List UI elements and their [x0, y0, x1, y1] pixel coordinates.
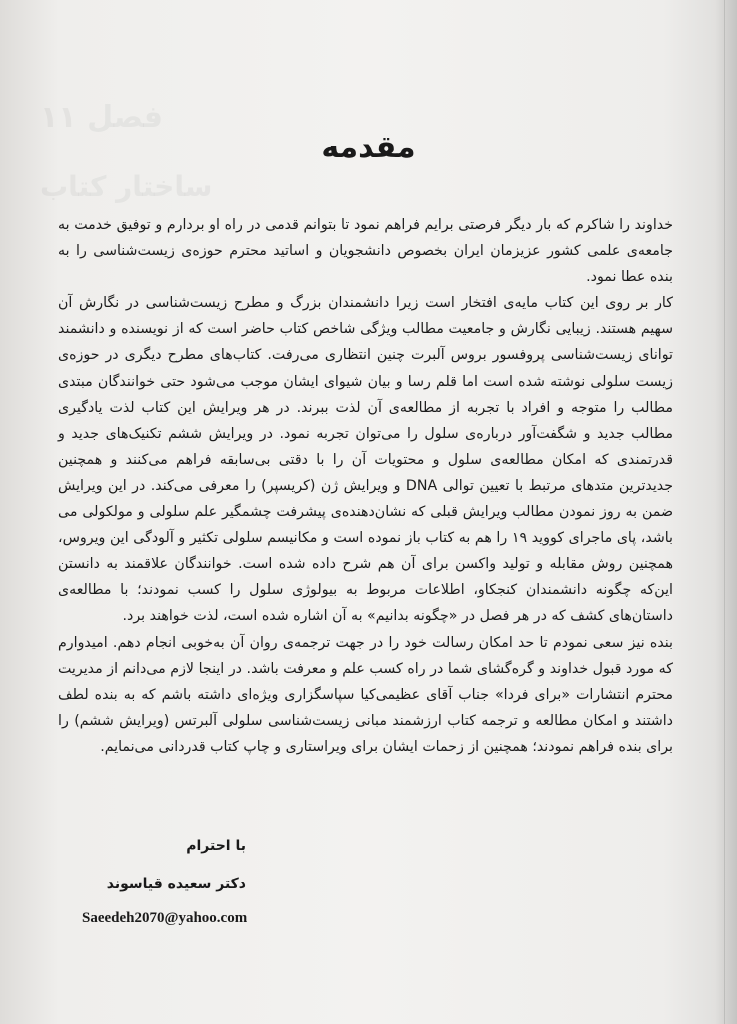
bleed-through-chapter-text: فصل ۱۱ [40, 100, 164, 135]
author-email: Saeedeh2070@yahoo.com [82, 910, 248, 926]
paragraph-1: خداوند را شاکرم که بار دیگر فرصتی برایم فراهم نمود تا بتوانم قدمی در راه او بردارم و توفیق خدمت به جامعه‌ی علمی کشور عزیزمان ایران بخصوص دانشجویان و اساتید محترم حوزه‌ی زیست‌شناسی را به بنده عطا نمود. [58, 217, 673, 286]
body-text [58, 212, 673, 760]
page-edge-line [724, 0, 725, 1024]
author-name: دکتر سعیده قیاسوند [106, 876, 246, 892]
bleed-through-heading-text: ساختار کتاب [40, 170, 213, 203]
paragraph-2: کار بر روی این کتاب مایه‌ی افتخار است زیرا دانشمندان بزرگ و مطرح زیست‌شناسی در نگارش آن سهیم هستند. زیبایی نگارش و جامعیت مطالب ویژگی شاخص کتاب حاضر است که از نویسنده و دانشمند توانای زیست‌شناسی پروفسور بروس آلبرت چنین انتظاری می‌رفت. کتاب‌های مطرح دیگری در حوزه‌ی زیست سلولی نوشته شده است اما قلم رسا و بیان شیوای ایشان موجب می‌شود حتی خوانندگان مبتدی مطالب را متوجه و افراد با تجربه از مطالعه‌ی آن لذت ببرند. در هر ویرایش این کتاب لذت یادگیری مطالب جدید و شگفت‌آور درباره‌ی سلول را می‌توان تجربه نمود. در ویرایش ششم تکنیک‌های جدید و قدرتمندی که امکان مطالعه‌ی سلول و محتویات آن را با دقتی بی‌سابقه فراهم می‌کنند و همچنین جدیدترین متدهای مرتبط با تعیین توالی DNA و ویرایش ژن (کریسپر) را معرفی می‌کند. در این ویرایش ضمن به روز نمودن مطالب ویرایش قبلی که نشان‌دهنده‌ی پیشرفت چشمگیر علم سلولی و مولکولی می باشد، پای ماجرای کووید ۱۹ را هم به کتاب باز نموده است و مکانیسم سلولی تکثیر و آلودگی این ویروس، همچنین روش مقابله و تولید واکسن برای آن هم شرح داده شده است. خوانندگان علاقمند به دانستن این‌که چگونه دانشمندان کنجکاو، اطلاعات مربوط به بیولوژی سلول را کسب نمودند؛ با مطالعه‌ی داستان‌های کشف که در هر فصل در «چگونه بدانیم» به آن اشاره شده است، لذت خواهند برد. [58, 295, 673, 625]
signature-closing: با احترام [186, 838, 246, 854]
page-title: مقدمه [321, 130, 416, 165]
page-edge-shadow [715, 0, 737, 1024]
paragraph-3: بنده نیز سعی نمودم تا حد امکان رسالت خود را در جهت ترجمه‌ی روان آن به‌خوبی انجام دهم. امیدوارم که مورد قبول خداوند و گره‌گشای شما در راه کسب علم و معرفت باشد. در اینجا لازم می‌دانم از مدیریت محترم انتشارات «برای فردا» جناب آقای عظیمی‌کیا سپاسگزاری ویژه‌ای داشته باشم که به بنده لطف داشتند و امکان مطالعه و ترجمه کتاب ارزشمند مبانی زیست‌شناسی سلولی آلبرتس (ویرایش ششم) را برای بنده فراهم نمودند؛ همچنین از زحمات ایشان برای ویراستاری و چاپ کتاب قدردانی می‌نمایم. [58, 634, 673, 755]
